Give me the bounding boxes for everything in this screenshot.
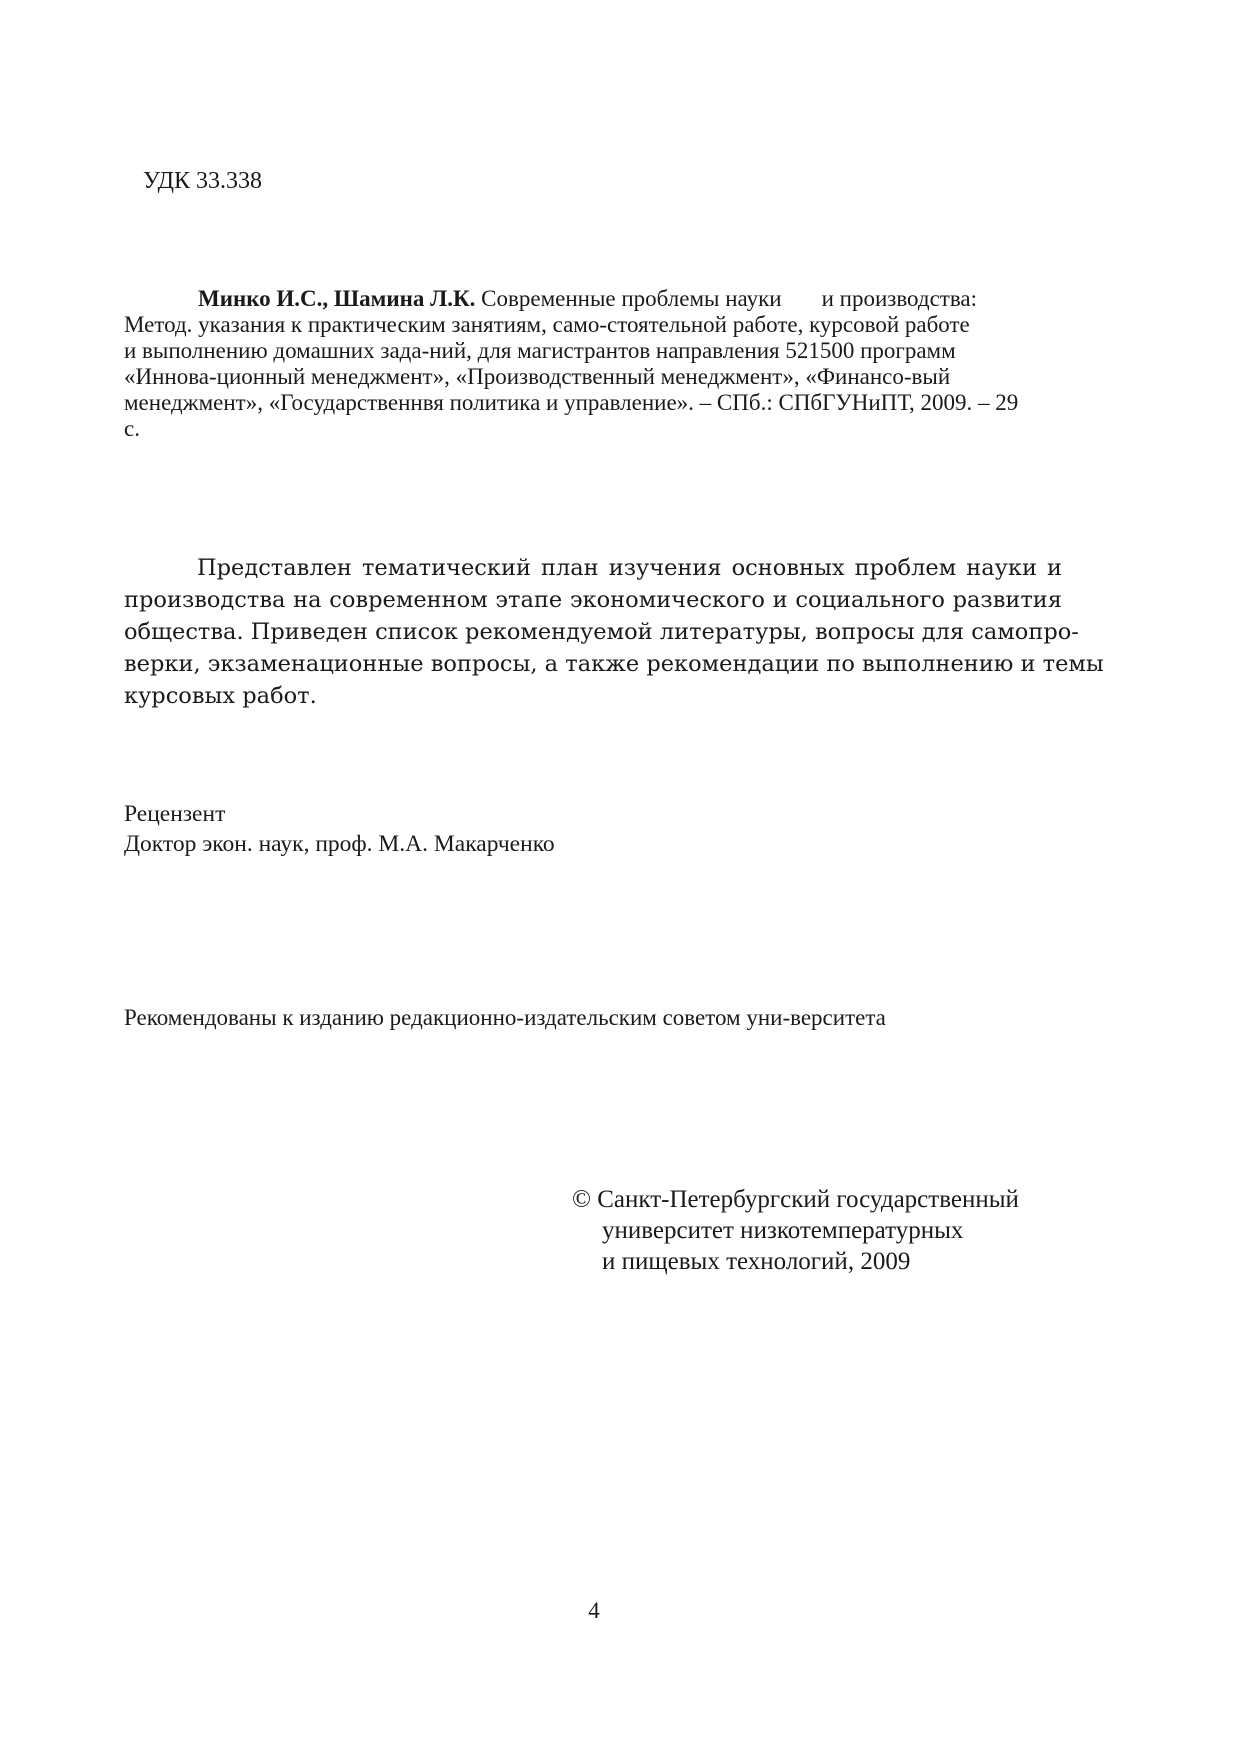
biblio-line-4: «Иннова-ционный менеджмент», «Производственный менеджмент», «Финансо-вый [124, 364, 951, 389]
abstract-line-2: производства на современном этапе экономического и социального развития [124, 587, 1062, 613]
biblio-line-5: менеджмент», «Государственнвя политика и управление». – СПб.: СПбГУНиПТ, 2009. – 29 [124, 390, 1019, 415]
abstract-line-1: Представлен тематический план изучения основных проблем науки и [197, 555, 1062, 581]
publication-recommendation: Рекомендованы к изданию редакционно-издательским советом уни-верситета [124, 1005, 886, 1030]
title-part-2: и производства: [821, 286, 977, 311]
reviewer-label: Рецензент [124, 801, 226, 827]
copyright-line-1: © Санкт-Петербургский государственный [572, 1186, 1019, 1213]
abstract-line-3: общества. Приведен список рекомендуемой литературы, вопросы для самопро- [124, 619, 1079, 645]
reviewer-name: Доктор экон. наук, проф. М.А. Макарченко [124, 831, 555, 857]
abstract-line-4: верки, экзаменационные вопросы, а также рекомендации по выполнению и темы [124, 651, 1104, 677]
biblio-line-2: Метод. указания к практическим занятиям, само-стоятельной работе, курсовой работе [124, 312, 970, 337]
abstract-line-5: курсовых работ. [124, 683, 317, 709]
biblio-line-1 [124, 286, 1056, 312]
biblio-line-3: и выполнению домашних зада-ний, для магистрантов направления 521500 программ [124, 338, 956, 363]
authors: Минко И.С., Шамина Л.К. [198, 286, 476, 311]
bibliographic-description [124, 286, 1056, 442]
reviewer-block [124, 799, 555, 859]
abstract [124, 552, 1104, 712]
title-part-1: Современные проблемы науки [481, 286, 782, 311]
udk-code: УДК 33.338 [143, 168, 262, 194]
copyright-line-3: и пищевых технологий, 2009 [602, 1248, 911, 1275]
copyright-notice [572, 1184, 1019, 1277]
biblio-line-6: с. [124, 416, 140, 441]
page-number: 4 [588, 1598, 600, 1623]
copyright-line-2: университет низкотемпературных [602, 1217, 964, 1244]
